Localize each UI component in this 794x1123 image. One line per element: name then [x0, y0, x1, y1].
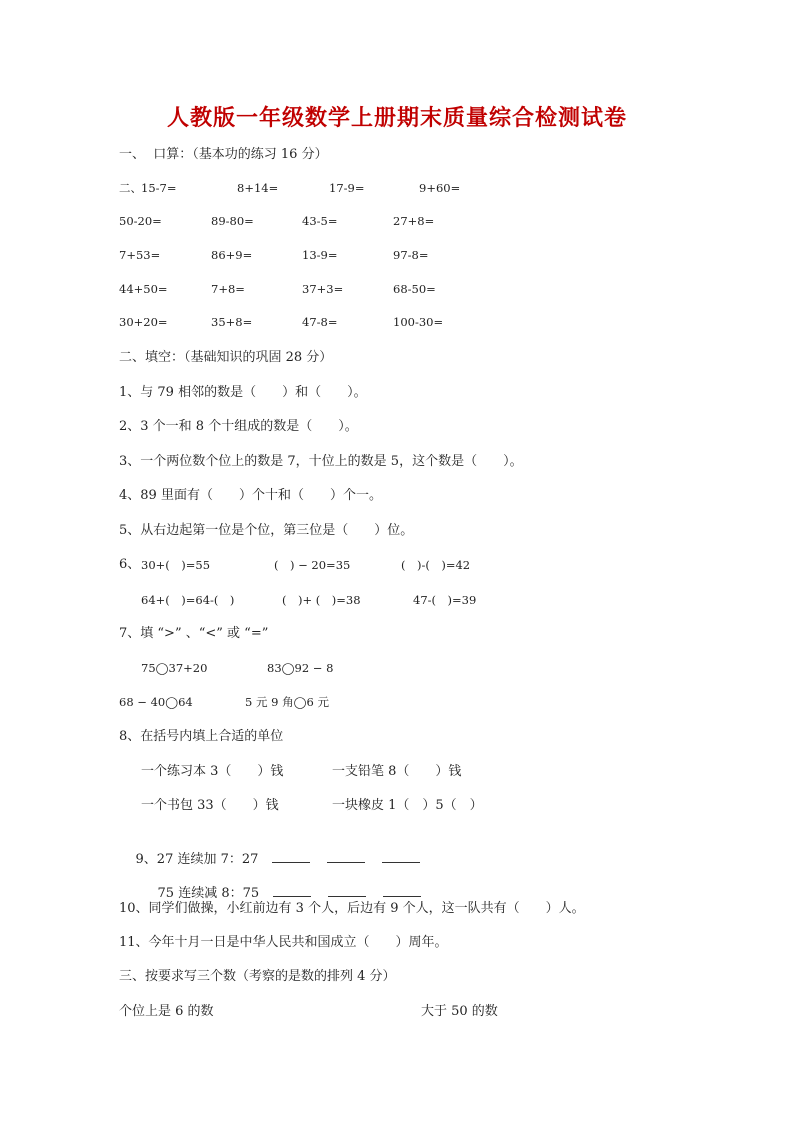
question-6-label: 6、 [119, 557, 141, 572]
oral-problem: 43-5= [302, 214, 338, 228]
oral-problem: 89-80= [211, 214, 254, 228]
row-label: 二、 [119, 181, 142, 195]
section-3-heading: 三、按要求写三个数（考察的是数的排列 4 分） [119, 969, 396, 984]
unit-item: 一支铅笔 8（ ）钱 [332, 764, 462, 779]
section-2-heading: 二、填空：（基础知识的巩固 28 分） [119, 350, 333, 365]
question-6-item: ( )-( )=42 [401, 558, 471, 572]
oral-problem: 68-50= [393, 282, 436, 296]
unit-item: 一个书包 33（ ）钱 [141, 798, 279, 813]
question-6-item: 30+( )=55 [141, 558, 211, 572]
oral-problem: 44+50= [119, 282, 168, 296]
question-1: 1、与 79 相邻的数是（ ）和（ ）。 [119, 385, 367, 400]
answer-blank[interactable] [328, 884, 366, 897]
question-6-item: 47-( )=39 [413, 593, 477, 607]
answer-blank[interactable] [382, 850, 420, 863]
question-3: 3、一个两位数个位上的数是 7，十位上的数是 5，这个数是（ ）。 [119, 454, 523, 469]
answer-blank[interactable] [383, 884, 421, 897]
question-5: 5、从右边起第一位是个位，第三位是（ ）位。 [119, 523, 414, 538]
oral-problem: 7+53= [119, 248, 161, 262]
oral-problem: 30+20= [119, 315, 168, 329]
question-6-item: ( ) − 20=35 [274, 558, 351, 572]
units-digit-six-label: 个位上是 6 的数 [119, 1004, 214, 1019]
oral-problem: 9+60= [419, 181, 461, 195]
oral-problem: 35+8= [211, 315, 253, 329]
oral-problem: 100-30= [393, 315, 444, 329]
oral-problem: 86+9= [211, 248, 253, 262]
oral-problem: 27+8= [393, 214, 435, 228]
oral-problem: 13-9= [302, 248, 338, 262]
oral-problem: 50-20= [119, 214, 162, 228]
greater-than-fifty-label: 大于 50 的数 [421, 1004, 498, 1019]
compare-item: 68 − 40◯64 [119, 695, 193, 709]
section-1-heading: 一、 口算：（基本功的练习 16 分） [119, 147, 328, 162]
unit-item: 一个练习本 3（ ）钱 [141, 764, 284, 779]
unit-item: 一块橡皮 1（ ）5（ ） [332, 798, 483, 813]
question-6-item: 64+( )=64-( ) [141, 593, 235, 607]
oral-problem: 97-8= [393, 248, 429, 262]
question-4: 4、89 里面有（ ）个十和（ ）个一。 [119, 488, 382, 503]
question-2: 2、3 个一和 8 个十组成的数是（ ）。 [119, 419, 358, 434]
oral-problem: 7+8= [211, 282, 245, 296]
compare-item: 75◯37+20 [141, 661, 208, 675]
question-9-add-text: 9、27 连续加 7：27 [135, 852, 259, 867]
question-8: 8、在括号内填上合适的单位 [119, 729, 284, 744]
compare-item: 5 元 9 角◯6 元 [245, 695, 329, 709]
oral-problem: 17-9= [329, 181, 365, 195]
question-7: 7、填 “>” 、“<” 或 “=” [119, 626, 269, 641]
answer-blank[interactable] [272, 850, 310, 863]
question-9-subtract-text: 75 连续减 8：75 [157, 886, 260, 901]
oral-problem: 37+3= [302, 282, 344, 296]
question-10: 10、同学们做操，小红前边有 3 个人，后边有 9 个人，这一队共有（ ）人。 [119, 901, 585, 916]
question-6-item: ( )+ ( )=38 [282, 593, 361, 607]
oral-problem: 8+14= [237, 181, 279, 195]
oral-problem: 47-8= [302, 315, 338, 329]
compare-item: 83◯92 − 8 [267, 661, 334, 675]
answer-blank[interactable] [327, 850, 365, 863]
question-11: 11、今年十月一日是中华人民共和国成立（ ）周年。 [119, 935, 448, 950]
answer-blank[interactable] [273, 884, 311, 897]
page-title: 人教版一年级数学上册期末质量综合检测试卷 [166, 105, 627, 131]
oral-problem: 15-7= [141, 181, 177, 195]
